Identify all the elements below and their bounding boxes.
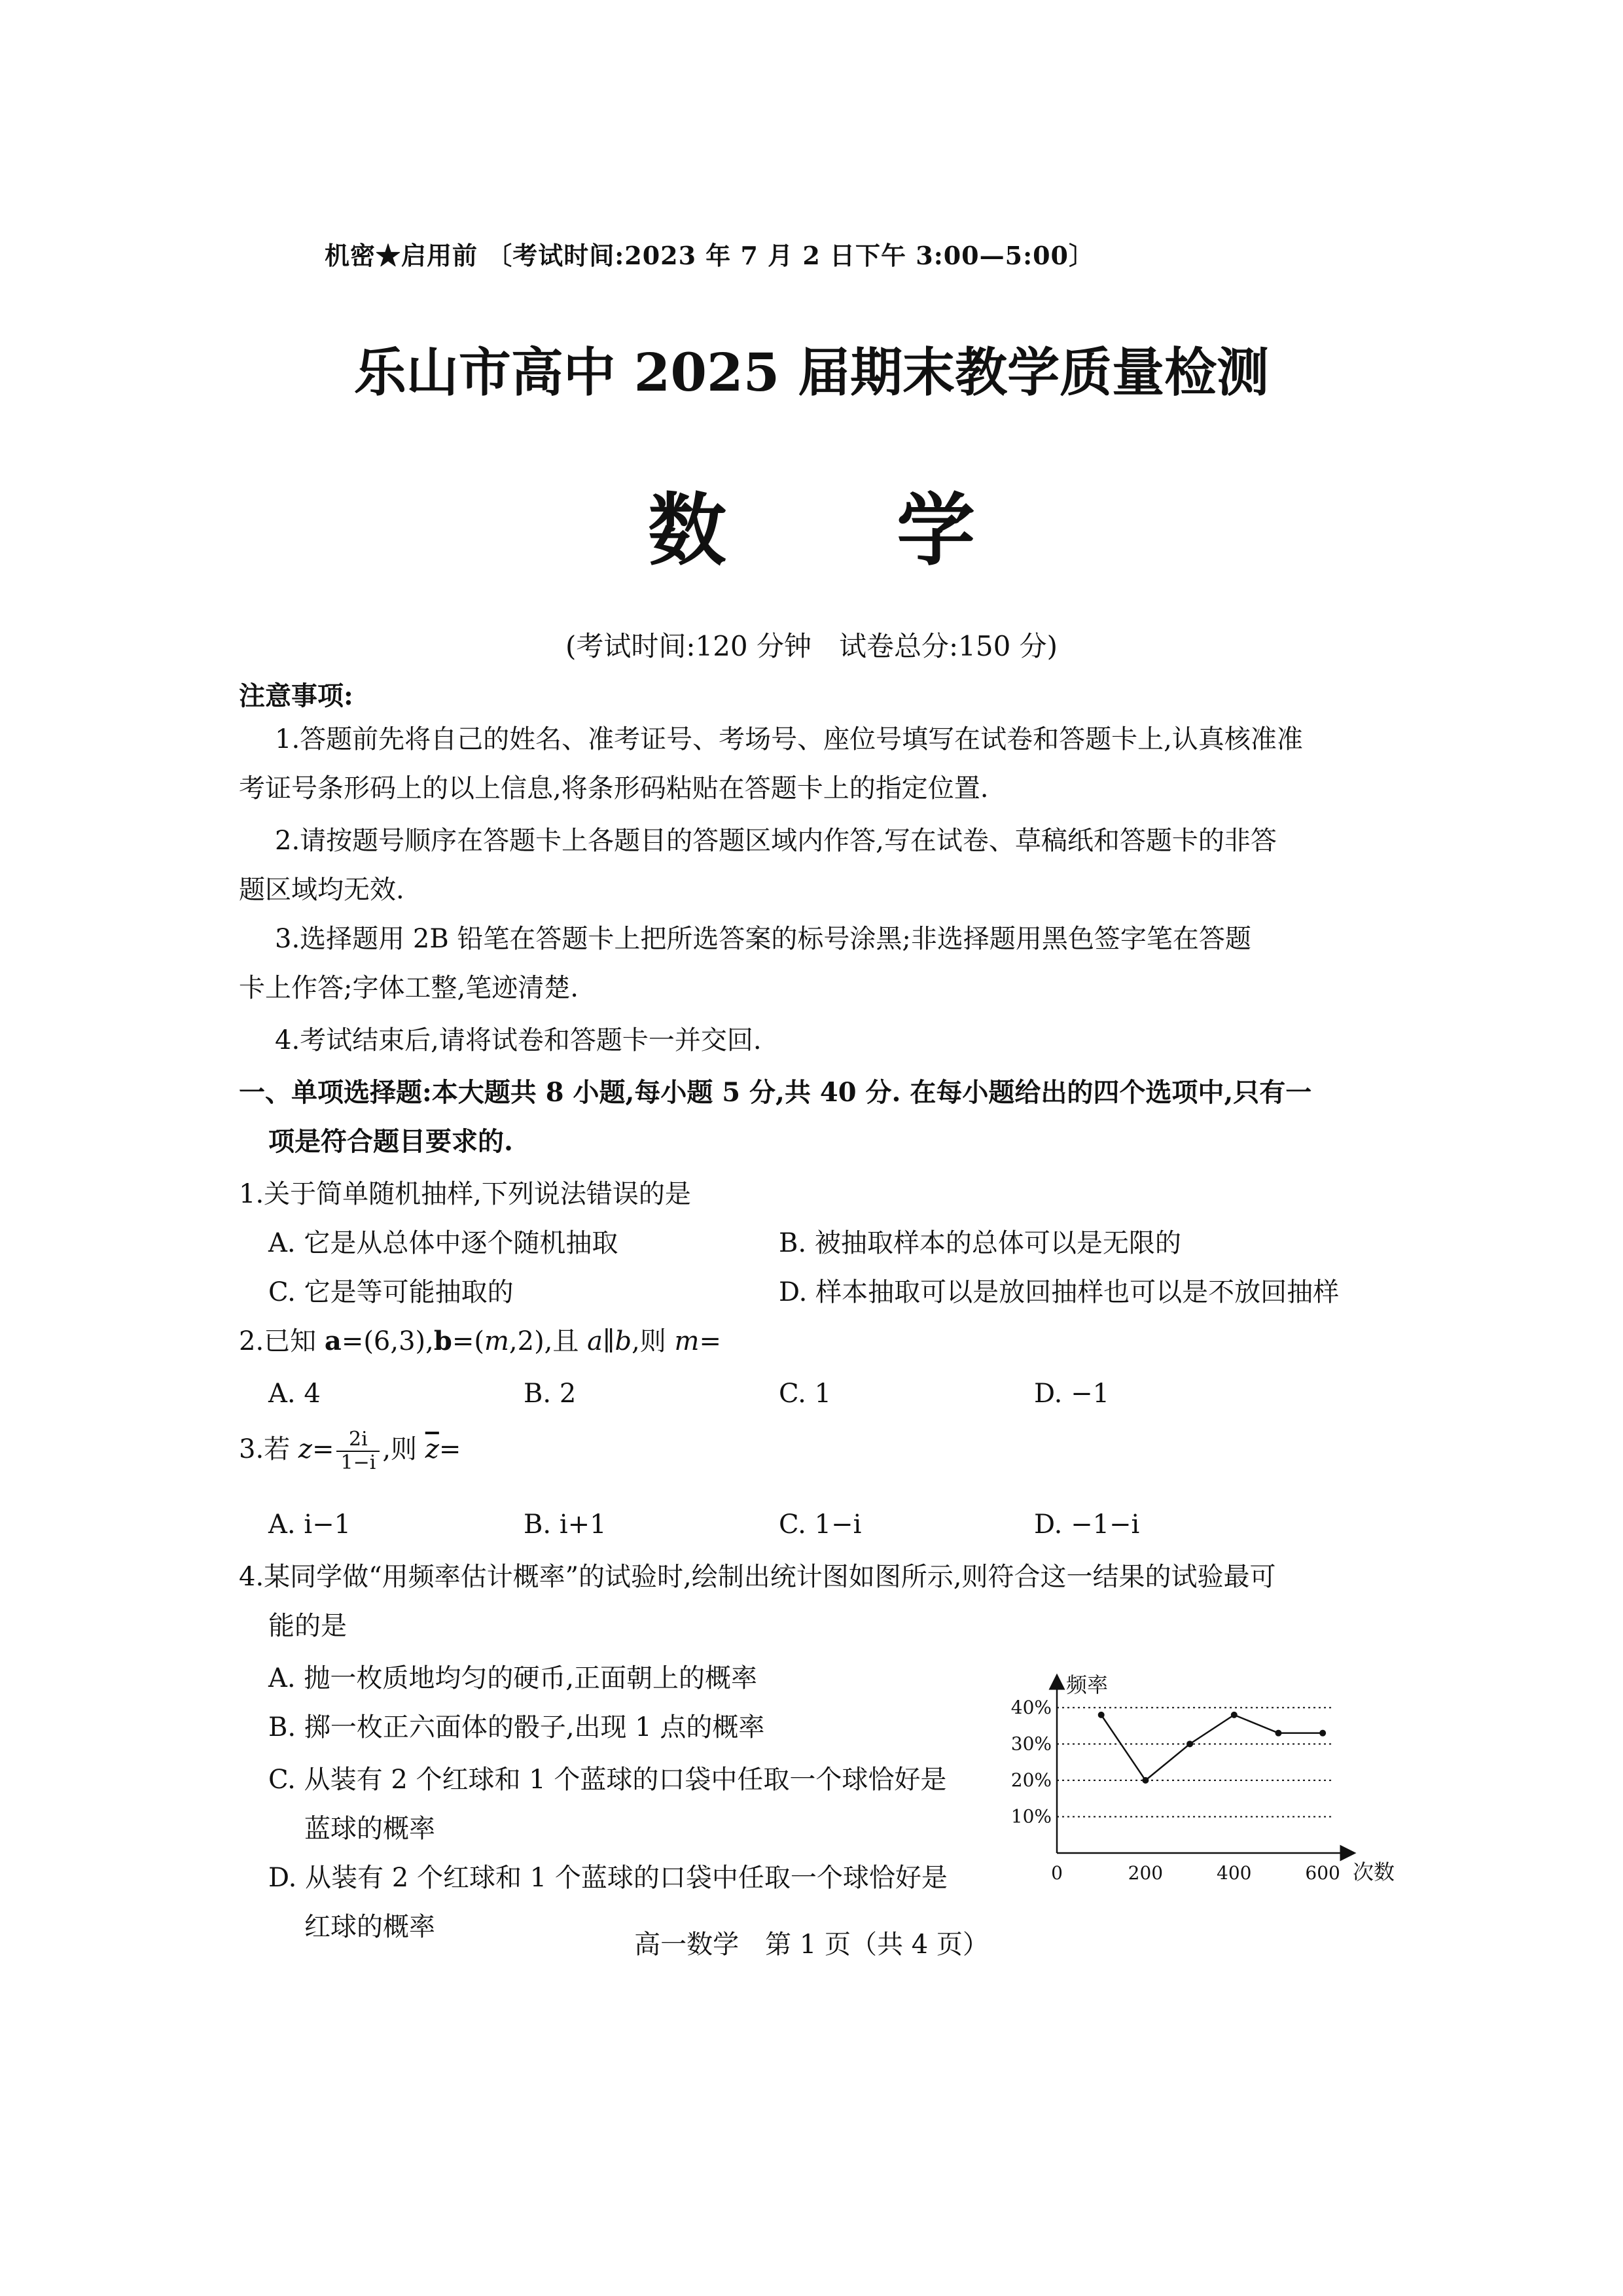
y-tick-label: 30%: [1010, 1733, 1052, 1755]
data-point: [1142, 1777, 1149, 1784]
q4-option-d-line-1: D. 从装有 2 个红球和 1 个蓝球的口袋中任取一个球恰好是: [268, 1863, 948, 1893]
exam-duration-score: (考试时间:120 分钟 试卷总分:150 分): [565, 630, 1058, 662]
q3-option-d: D. −1−i: [1034, 1510, 1140, 1540]
q3-stem: [239, 1423, 461, 1475]
q2-stem: [239, 1322, 721, 1361]
q2-option-b: B. 2: [524, 1379, 577, 1409]
q1-stem: 1.关于简单随机抽样,下列说法错误的是: [239, 1179, 691, 1209]
q2-then: ,则: [632, 1326, 675, 1356]
fraction: [336, 1428, 380, 1474]
variable-m-answer: m: [674, 1326, 700, 1356]
variable-m: m: [484, 1326, 509, 1356]
frequency-line-chart: [1010, 1672, 1404, 1891]
notes-heading: 注意事项:: [239, 680, 353, 711]
q4-option-c-line-1: C. 从装有 2 个红球和 1 个蓝球的口袋中任取一个球恰好是: [268, 1765, 947, 1795]
q4-stem-line-2: 能的是: [268, 1611, 347, 1641]
q4-option-b: B. 掷一枚正六面体的骰子,出现 1 点的概率: [268, 1712, 765, 1742]
q3-equals-2: =: [438, 1434, 461, 1464]
q2-option-a: A. 4: [268, 1379, 321, 1409]
note-line-1: 1.答题前先将自己的姓名、准考证号、考场号、座位号填写在试卷和答题卡上,认真核准准: [275, 724, 1303, 754]
data-point: [1275, 1730, 1281, 1737]
conjugate-z: $\overline{z}$: [425, 1434, 439, 1464]
vector-b-value-start: =(: [452, 1326, 484, 1356]
parallel-b: b: [615, 1326, 632, 1356]
x-tick-label: 0: [1051, 1862, 1063, 1884]
note-line-5: 3.选择题用 2B 铅笔在答题卡上把所选答案的标号涂黑;非选择题用黑色签字笔在答题: [275, 924, 1251, 954]
x-tick-label: 200: [1128, 1862, 1164, 1884]
exam-title: 乐山市高中 2025 届期末教学质量检测: [353, 342, 1270, 403]
parallel-a: a: [587, 1326, 603, 1356]
q3-prefix: 3.若: [239, 1434, 298, 1464]
variable-z: z: [298, 1434, 312, 1464]
q1-option-a: A. 它是从总体中逐个随机抽取: [268, 1228, 618, 1258]
note-line-3: 2.请按题号顺序在答题卡上各题目的答题区域内作答,写在试卷、草稿纸和答题卡的非答: [275, 826, 1277, 856]
q2-option-c: C. 1: [779, 1379, 832, 1409]
x-tick-label: 400: [1217, 1862, 1252, 1884]
data-point: [1319, 1730, 1326, 1737]
q4-option-a: A. 抛一枚质地均匀的硬币,正面朝上的概率: [268, 1663, 758, 1693]
page-footer: 高一数学 第 1 页（共 4 页）: [634, 1930, 989, 1960]
q3-option-b: B. i+1: [524, 1510, 607, 1540]
q1-option-d: D. 样本抽取可以是放回抽样也可以是不放回抽样: [779, 1277, 1340, 1307]
q2-option-d: D. −1: [1034, 1379, 1110, 1409]
subject-title: 数学: [648, 484, 1145, 576]
y-tick-label: 20%: [1010, 1769, 1052, 1791]
q4-option-d-line-2: 红球的概率: [304, 1912, 435, 1942]
note-line-4: 题区域均无效.: [239, 875, 404, 905]
q4-stem-line-1: 4.某同学做“用频率估计概率”的试验时,绘制出统计图如图所示,则符合这一结果的试验最可: [239, 1562, 1276, 1592]
parallel-symbol: ∥: [602, 1326, 615, 1356]
note-line-7: 4.考试结束后,请将试卷和答题卡一并交回.: [275, 1025, 762, 1055]
y-tick-label: 40%: [1010, 1696, 1052, 1718]
fraction-numerator: 2i: [336, 1428, 380, 1452]
data-point: [1231, 1712, 1238, 1718]
note-line-2: 考证号条形码上的以上信息,将条形码粘贴在答题卡上的指定位置.: [239, 773, 989, 804]
data-point: [1098, 1712, 1105, 1718]
section-heading-line-1: 一、单项选择题:本大题共 8 小题,每小题 5 分,共 40 分. 在每小题给出的四个选项中,只有一: [239, 1077, 1312, 1108]
chart-plot-area: [1011, 1672, 1395, 1884]
q2-prefix: 2.已知: [239, 1326, 325, 1356]
data-point: [1186, 1740, 1193, 1747]
x-axis-label: 次数: [1353, 1860, 1395, 1884]
series-line: [1101, 1715, 1323, 1780]
vector-a-value: =(6,3),: [341, 1326, 434, 1356]
q3-option-c: C. 1−i: [779, 1510, 862, 1540]
y-axis-label: 频率: [1066, 1672, 1109, 1697]
confidential-exam-time-line: 机密★启用前 〔考试时间:2023 年 7 月 2 日下午 3:00—5:00〕: [325, 241, 1094, 270]
section-heading-line-2: 项是符合题目要求的.: [268, 1126, 513, 1157]
q3-then: ,则: [382, 1434, 425, 1464]
q4-option-c-line-2: 蓝球的概率: [304, 1814, 435, 1844]
vector-b-value-end: ,2),且: [508, 1326, 588, 1356]
q3-option-a: A. i−1: [268, 1510, 351, 1540]
fraction-denominator: 1−i: [340, 1451, 376, 1474]
vector-b: b: [433, 1326, 452, 1356]
q1-option-c: C. 它是等可能抽取的: [268, 1277, 514, 1307]
note-line-6: 卡上作答;字体工整,笔迹清楚.: [239, 973, 579, 1003]
q1-option-b: B. 被抽取样本的总体可以是无限的: [779, 1228, 1181, 1258]
x-tick-label: 600: [1305, 1862, 1340, 1884]
q3-equals: =: [312, 1434, 334, 1464]
q2-equals: =: [699, 1326, 721, 1356]
vector-a: a: [324, 1326, 342, 1356]
y-tick-label: 10%: [1010, 1805, 1052, 1828]
